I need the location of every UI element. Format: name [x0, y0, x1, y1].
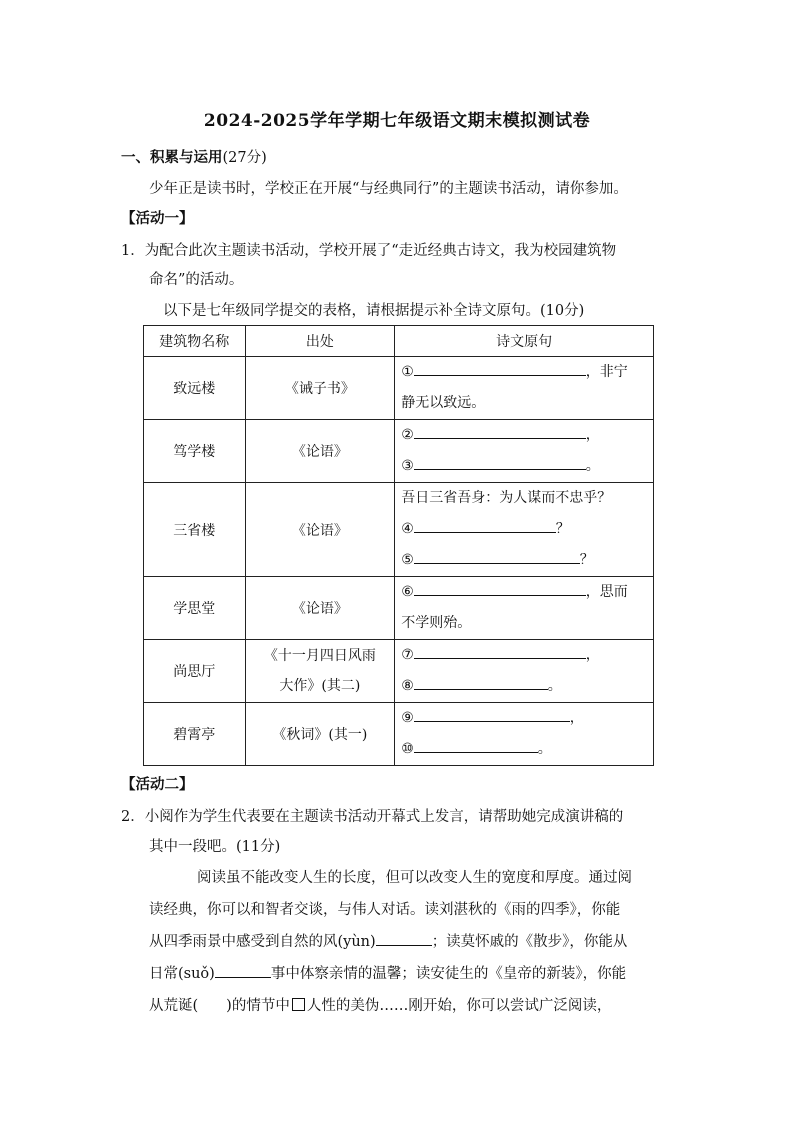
- fill-in-blank[interactable]: [414, 361, 586, 376]
- speech-text: 日常(suǒ): [149, 966, 215, 982]
- source-text: 《秋词》(其一): [272, 727, 368, 743]
- fill-in-blank[interactable]: [414, 455, 586, 470]
- fill-in-blank[interactable]: [414, 581, 586, 596]
- blank-number: ⑧: [401, 678, 414, 694]
- poem-cell: [395, 577, 654, 640]
- activity2-label: 【活动二】: [121, 776, 194, 793]
- blank-number: ⑥: [401, 584, 414, 600]
- poem-text: 静无以致远。: [401, 395, 486, 411]
- poem-cell: [395, 703, 654, 766]
- building-name: 碧霄亭: [144, 703, 246, 766]
- source-text: 《诫子书》: [284, 381, 355, 397]
- source-text: 《论语》: [291, 601, 348, 617]
- blank-number: ⑨: [401, 710, 414, 726]
- header-source: 出处: [245, 326, 395, 357]
- speech-text: ；读莫怀戚的《散步》，你能从: [431, 934, 628, 950]
- speech-text: 事中体察亲情的温馨；读安徒生的《皇帝的新装》，你能: [270, 966, 627, 982]
- activity1-label: 【活动一】: [121, 210, 194, 227]
- source-cell: [245, 703, 395, 766]
- speech-line-3: [149, 930, 627, 951]
- speech-line-5: [149, 994, 611, 1015]
- question1-line1: 1．为配合此次主题读书活动，学校开展了“走近经典古诗文，我为校园建筑物: [121, 243, 617, 259]
- source-cell: [245, 483, 395, 577]
- poem-text: ？: [579, 552, 594, 568]
- question2-line2: 其中一段吧。(11分): [149, 839, 281, 855]
- poem-text: ，: [569, 710, 584, 726]
- source-cell: [245, 357, 395, 420]
- pinyin-blank[interactable]: [215, 963, 271, 978]
- source-text: 《论语》: [291, 522, 348, 539]
- speech-line-1: 阅读虽不能改变人生的长度，但可以改变人生的宽度和厚度。通过阅: [197, 870, 632, 886]
- section1-heading-text: 一、积累与运用: [121, 149, 223, 166]
- poem-table: [143, 325, 654, 766]
- poem-text: ？: [555, 521, 570, 537]
- blank-number: ③: [401, 458, 414, 474]
- fill-in-blank[interactable]: [414, 738, 538, 753]
- speech-text: 人性的美伪……刚开始，你可以尝试广泛阅读，: [306, 998, 612, 1014]
- source-text: 《十一月四日风雨: [263, 648, 376, 664]
- table-row: [144, 357, 654, 420]
- missing-char-box[interactable]: [292, 998, 305, 1011]
- poem-text: 。: [585, 458, 600, 474]
- section1-intro: 少年正是读书时，学校正在开展“与经典同行”的主题读书活动，请你参加。: [149, 181, 628, 197]
- table-header-row: [144, 326, 654, 357]
- section1-heading: [121, 146, 267, 167]
- poem-cell: [395, 357, 654, 420]
- table-row: [144, 483, 654, 577]
- section1-score: (27分): [222, 150, 267, 166]
- poem-text: ，: [585, 647, 600, 663]
- poem-text: 不学则殆。: [401, 615, 472, 631]
- poem-text: ，非宁: [585, 364, 628, 380]
- source-cell: [245, 577, 395, 640]
- source-cell: [245, 640, 395, 703]
- question2-line1: 2．小阅作为学生代表要在主题读书活动开幕式上发言，请帮助她完成演讲稿的: [121, 809, 624, 825]
- fill-in-blank[interactable]: [414, 518, 556, 533]
- table-row: [144, 577, 654, 640]
- poem-cell: [395, 420, 654, 483]
- poem-text: ，: [585, 427, 600, 443]
- building-name: 三省楼: [144, 483, 246, 577]
- header-poem-line: 诗文原句: [395, 326, 654, 357]
- source-text: 大作》(其二): [279, 678, 361, 694]
- speech-text: 从四季雨景中感受到自然的风(yùn): [149, 934, 376, 950]
- poem-text: 。: [547, 678, 562, 694]
- building-name: 学思堂: [144, 577, 246, 640]
- speech-line-4: [149, 962, 626, 983]
- exam-title: 2024-2025学年学期七年级语文期末模拟测试卷: [203, 111, 591, 131]
- blank-number: ⑤: [401, 552, 414, 568]
- building-name: 致远楼: [144, 357, 246, 420]
- speech-line-2: 读经典，你可以和智者交谈，与伟人对话。读刘湛秋的《雨的四季》，你能: [149, 902, 621, 918]
- question1-line2: 命名”的活动。: [149, 272, 244, 288]
- poem-text: 吾日三省吾身：为人谋而不忠乎？: [401, 490, 612, 506]
- blank-number: ④: [401, 521, 414, 537]
- blank-number: ⑩: [401, 741, 414, 757]
- source-text: 《论语》: [291, 444, 348, 460]
- blank-number: ②: [401, 427, 414, 443]
- source-cell: [245, 420, 395, 483]
- pinyin-blank[interactable]: [376, 931, 432, 946]
- fill-in-blank[interactable]: [414, 675, 548, 690]
- poem-cell: [395, 483, 654, 577]
- header-building-name: 建筑物名称: [144, 326, 246, 357]
- speech-text: )的情节中: [226, 998, 290, 1014]
- table-row: [144, 420, 654, 483]
- speech-text: 从荒诞(: [149, 998, 199, 1014]
- table-row: [144, 703, 654, 766]
- poem-text: 。: [537, 741, 552, 757]
- poem-text: ，思而: [585, 584, 628, 600]
- blank-number: ⑦: [401, 647, 414, 663]
- fill-in-blank[interactable]: [414, 644, 586, 659]
- building-name: 尚思厅: [144, 640, 246, 703]
- table-row: [144, 640, 654, 703]
- fill-in-blank[interactable]: [414, 707, 570, 722]
- poem-cell: [395, 640, 654, 703]
- building-name: 笃学楼: [144, 420, 246, 483]
- question1-instruction: 以下是七年级同学提交的表格，请根据提示补全诗文原句。(10分): [163, 303, 585, 319]
- fill-in-blank[interactable]: [414, 424, 586, 439]
- blank-number: ①: [401, 364, 414, 380]
- fill-in-blank[interactable]: [414, 549, 580, 564]
